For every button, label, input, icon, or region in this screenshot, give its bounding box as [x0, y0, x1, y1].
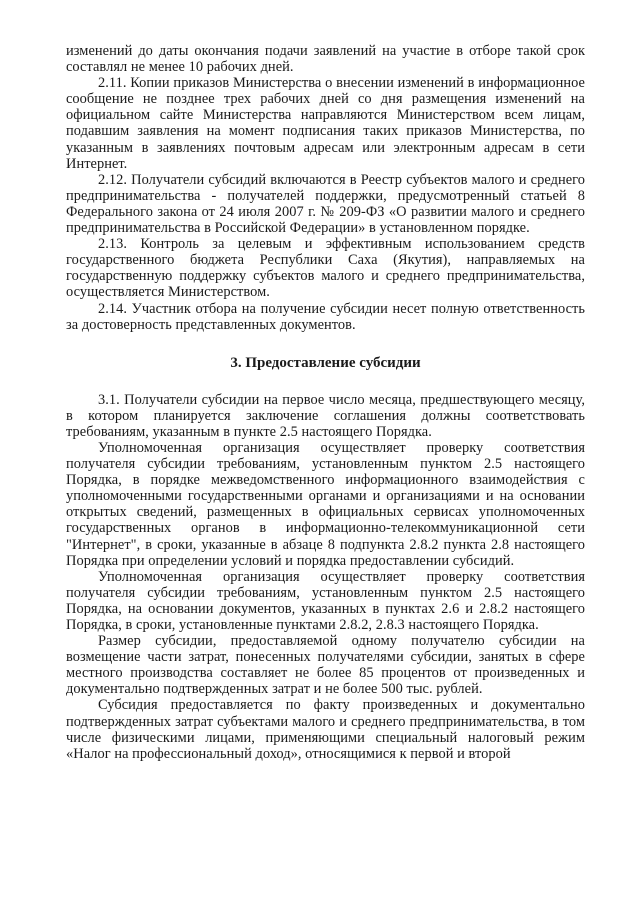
paragraph-verification-documents: Уполномоченная организация осуществляет проверку соответствия получателя субсидии требованиям, установленным пунктом 2.5 настоящего Порядка, на основании документов, указанных в пунктах 2.6 и 2.8.2 настоящего Порядка, в сроки, установленные пунктами 2.8.2, 2.8.3 настоящего Порядка. — [66, 568, 585, 633]
paragraph-continuation: изменений до даты окончания подачи заявлений на участие в отборе такой срок составлял не менее 10 рабочих дней. — [66, 43, 585, 76]
paragraph-verification-interagency: Уполномоченная организация осуществляет проверку соответствия получателя субсидии требованиям, установленным пунктом 2.5 настоящего Порядка, в порядке межведомственного информационного взаимодействия с уполномоченными государственными органами и организациями и на основании открытых сведений, размещенных в официальных сервисах уполномоченных государственных органов в информационно-телекоммуникационной сети "Интернет", в сроки, указанные в абзаце 8 подпункта 2.8.2 пункта 2.8 настоящего Порядка при определении условий и порядка предоставлении субсидий. — [66, 439, 585, 569]
paragraph-3-1: 3.1. Получатели субсидии на первое число месяца, предшествующего месяцу, в котором планируется заключение соглашения должны соответствовать требованиям, указанным в пункте 2.5 настоящего Порядка. — [66, 391, 585, 440]
paragraph-2-12: 2.12. Получатели субсидий включаются в Реестр субъектов малого и среднего предпринимательства - получателей поддержки, предусмотренный статьей 8 Федерального закона от 24 июля 2007 г. № 209-ФЗ «О развитии малого и среднего предпринимательства в Российской Федерации» в установленном порядке. — [66, 171, 585, 237]
paragraph-2-14: 2.14. Участник отбора на получение субсидии несет полную ответственность за достоверность представленных документов. — [66, 300, 585, 333]
paragraph-subsidy-size: Размер субсидии, предоставляемой одному получателю субсидии на возмещение части затрат, понесенных получателями субсидии, занятых в сфере местного производства составляет не более 85 процентов от произведенных и документально подтвержденных затрат и не более 500 тыс. рублей. — [66, 633, 585, 698]
section-heading: 3. Предоставление субсидии — [230, 354, 421, 371]
paragraph-2-13: 2.13. Контроль за целевым и эффективным использованием средств государственного бюджета Республики Саха (Якутия), направляемых на государственную поддержку субъектов малого и среднего предпринимательства, осуществляется Министерством. — [66, 236, 585, 301]
paragraph-subsidy-provision: Субсидия предоставляется по факту произведенных и документально подтвержденных затрат субъектами малого и среднего предпринимательства, в том числе физическими лицами, применяющими специальный налоговый режим «Налог на профессиональный доход», относящимися к первой и второй — [66, 697, 585, 762]
paragraph-2-11: 2.11. Копии приказов Министерства о внесении изменений в информационное сообщение не позднее трех рабочих дней со дня размещения изменений на официальном сайте Министерства направляются Министерством всем лицам, подавшим заявления на момент подписания таких приказов Министерства, по указанным в заявлениях почтовым адресам или электронным адресам в сети Интернет. — [66, 75, 585, 172]
